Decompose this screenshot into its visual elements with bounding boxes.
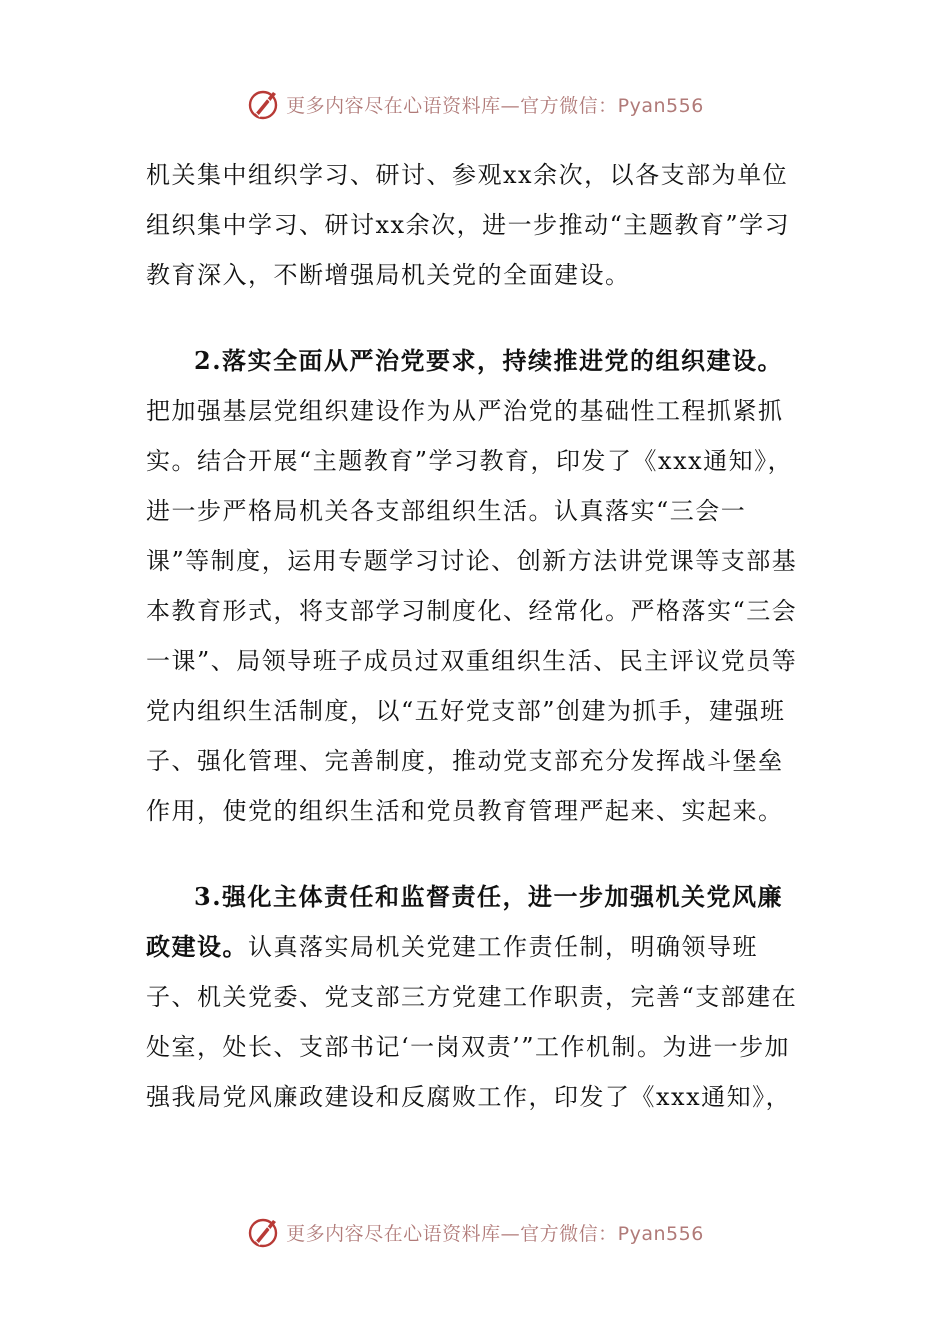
paragraph-1 — [146, 150, 806, 300]
header-watermark-banner — [0, 84, 950, 124]
document-body — [146, 150, 806, 1122]
watermark-text: 更多内容尽在心语资料库—官方微信：Pyan556 — [286, 94, 704, 117]
watermark-text: 更多内容尽在心语资料库—官方微信：Pyan556 — [286, 1222, 704, 1245]
paragraph-2 — [146, 336, 806, 836]
section-3-heading: 3.强化主体责任和监督责任，进一步加强机关党风廉政建设。 — [146, 882, 784, 961]
paragraph-2-body: 把加强基层党组织建设作为从严治党的基础性工程抓紧抓实。结合开展“主题教育”学习教育，印发了《xxx通知》，进一步严格局机关各支部组织生活。认真落实“三会一课”等制度，运用专题学习讨论、创新方法讲党课等支部基本教育形式，将支部学习制度化、经常化。严格落实“三会一课”、局领导班子成员过双重组织生活、民主评议党员等党内组织生活制度，以“五好党支部”创建为抓手，建强班子、强化管理、完善制度，推动党支部充分发挥战斗堡垒作用，使党的组织生活和党员教育管理严起来、实起来。 — [146, 397, 798, 825]
paragraph-3 — [146, 872, 806, 1122]
quill-pen-circle-icon — [246, 1214, 282, 1250]
paragraph-3-body: 认真落实局机关党建工作责任制，明确领导班子、机关党委、党支部三方党建工作职责，完善“支部建在处室，处长、支部书记‘一岗双责’”工作机制。为进一步加强我局党风廉政建设和反腐败工作，印发了《xxx通知》， — [146, 933, 798, 1111]
paragraph-1-body: 机关集中组织学习、研讨、参观xx余次，以各支部为单位组织集中学习、研讨xx余次，进一步推动“主题教育”学习教育深入，不断增强局机关党的全面建设。 — [146, 161, 791, 289]
quill-pen-circle-icon — [246, 86, 282, 122]
section-2-heading: 2.落实全面从严治党要求，持续推进党的组织建设。 — [194, 346, 784, 375]
footer-watermark-banner — [0, 1212, 950, 1252]
